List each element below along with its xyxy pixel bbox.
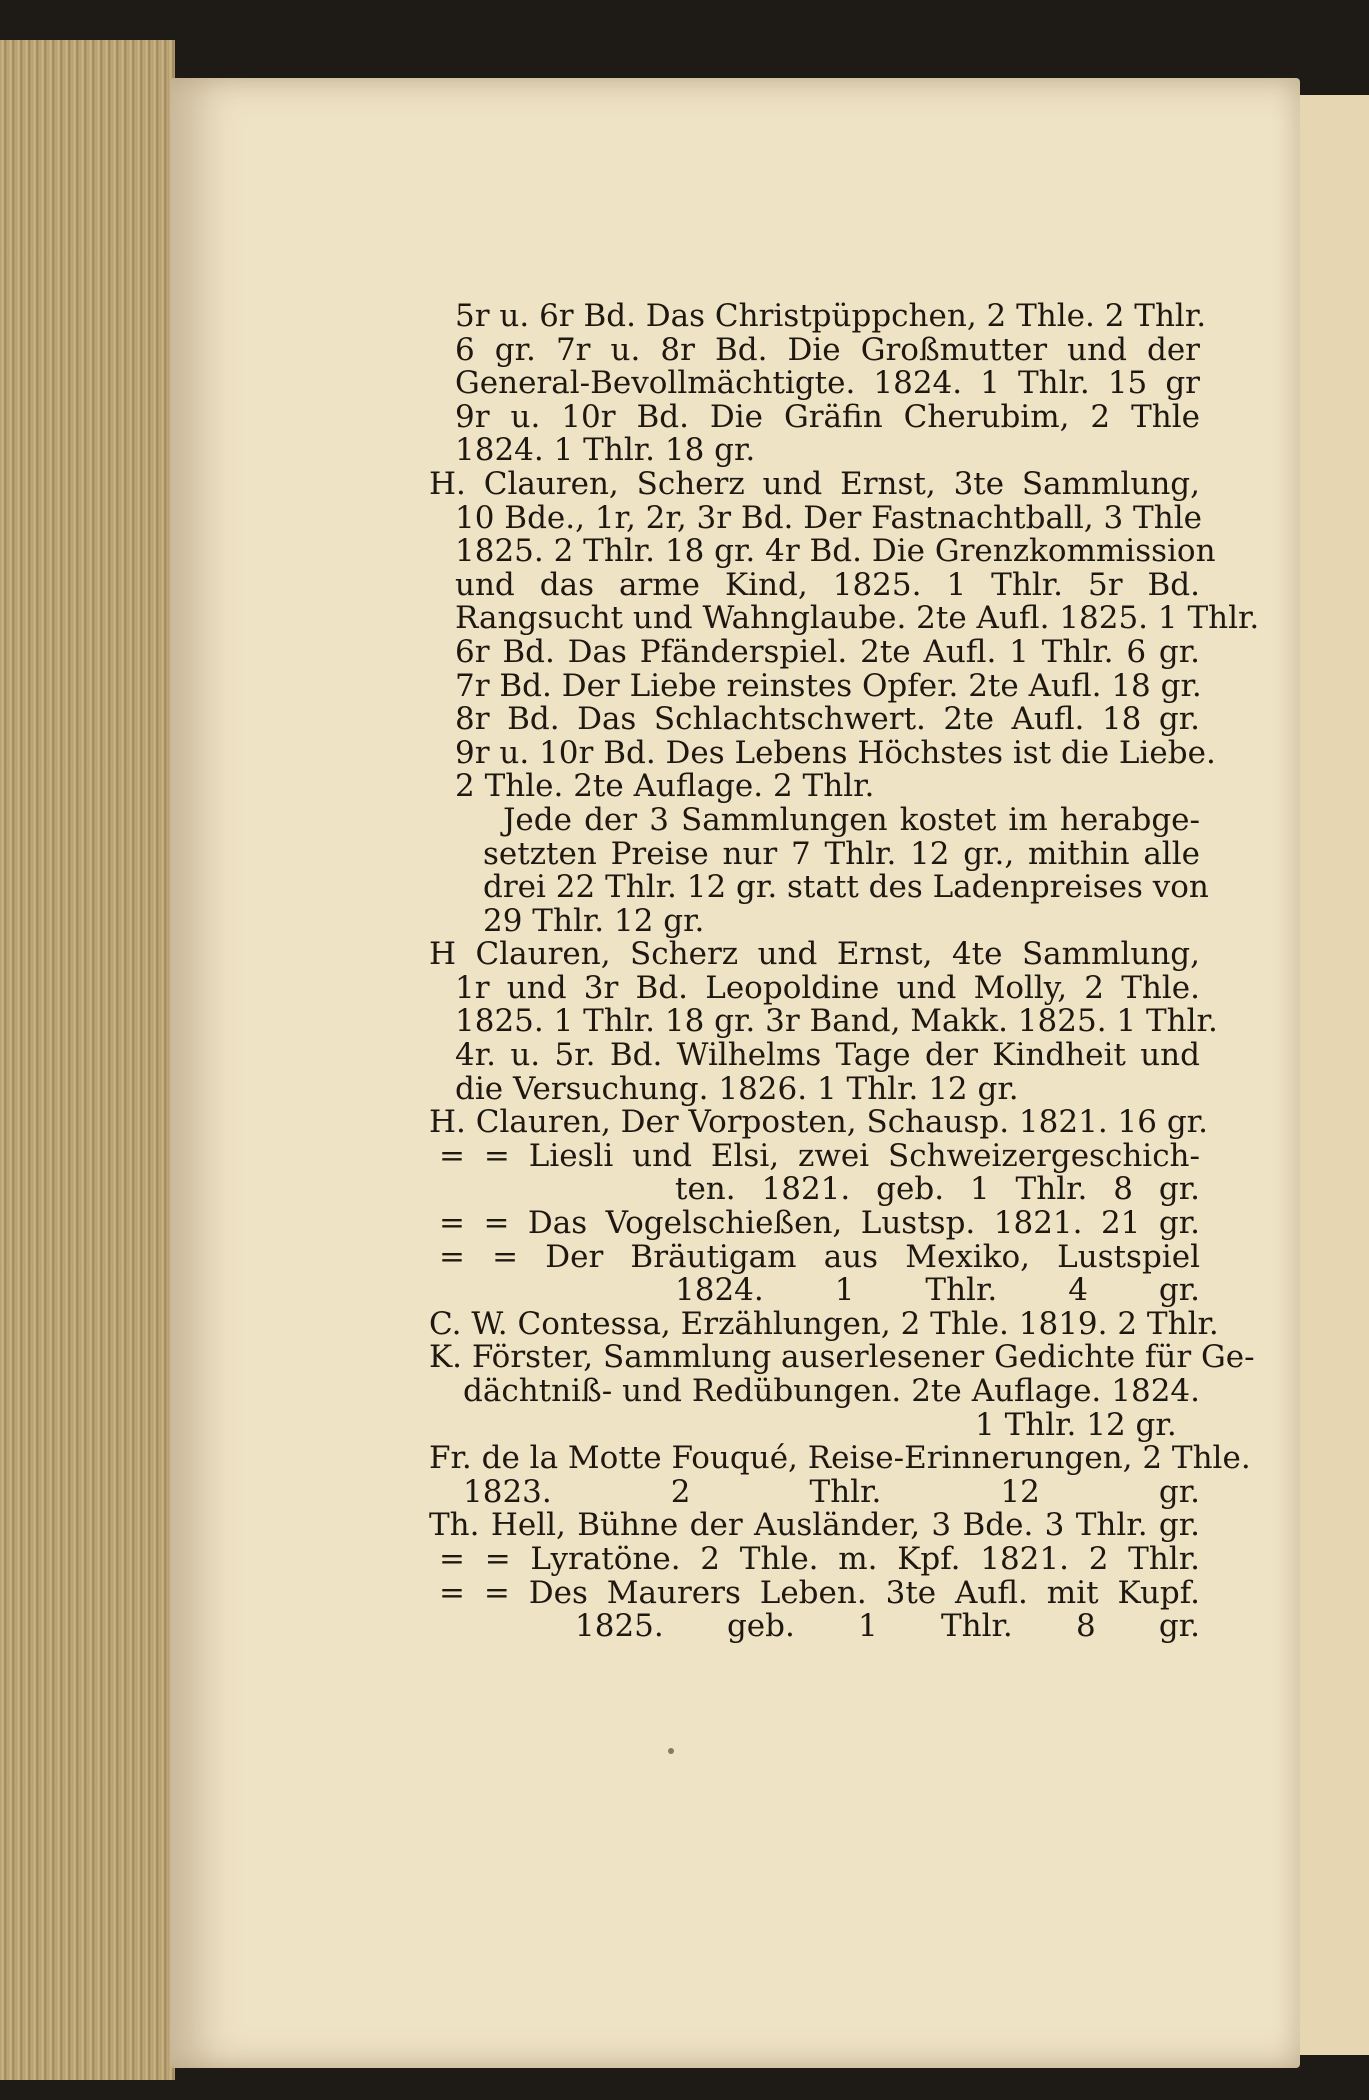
catalog-line: General-Bevollmächtigte. 1824. 1 Thlr. 15 gr: [455, 365, 1200, 402]
catalog-line: C. W. Contessa, Erzählungen, 2 Thle. 1819. 2 Thlr.: [429, 1305, 1219, 1342]
catalog-line: ten. 1821. geb. 1 Thlr. 8 gr.: [675, 1171, 1200, 1208]
catalog-line: H. Clauren, Der Vorposten, Schausp. 1821. 16 gr.: [429, 1104, 1208, 1141]
catalog-line: 6 gr. 7r u. 8r Bd. Die Großmutter und der: [455, 331, 1200, 368]
catalog-line: 10 Bde., 1r, 2r, 3r Bd. Der Fastnachtball, 3 Thle: [455, 499, 1202, 536]
catalog-line: = = Der Bräutigam aus Mexiko, Lustspiel: [439, 1238, 1200, 1275]
catalog-line: = = Lyratöne. 2 Thle. m. Kpf. 1821. 2 Thlr.: [439, 1540, 1200, 1577]
catalog-line: setzten Preise nur 7 Thlr. 12 gr., mithin alle: [483, 835, 1200, 872]
catalog-line: 8r Bd. Das Schlachtschwert. 2te Aufl. 18 gr.: [455, 701, 1200, 738]
catalog-line: 1825. 1 Thlr. 18 gr. 3r Band, Makk. 1825. 1 Thlr.: [455, 1003, 1218, 1040]
facing-page-edge: [1300, 95, 1369, 2055]
catalog-line: Th. Hell, Bühne der Ausländer, 3 Bde. 3 Thlr. gr.: [429, 1507, 1200, 1544]
catalog-line: = = Liesli und Elsi, zwei Schweizergeschich-: [439, 1137, 1200, 1174]
catalog-line: 1824. 1 Thlr. 4 gr.: [675, 1272, 1200, 1309]
catalog-line: 1825. 2 Thlr. 18 gr. 4r Bd. Die Grenzkommission: [455, 533, 1216, 570]
catalog-line: dächtniß- und Redübungen. 2te Auflage. 1824.: [463, 1373, 1200, 1409]
catalog-line: 29 Thlr. 12 gr.: [483, 902, 705, 939]
catalog-line: H Clauren, Scherz und Ernst, 4te Sammlung,: [429, 936, 1200, 973]
catalog-line: 1824. 1 Thlr. 18 gr.: [455, 432, 756, 469]
catalog-line: 6r Bd. Das Pfänderspiel. 2te Aufl. 1 Thlr. 6 gr.: [455, 633, 1200, 670]
catalog-line: 1823. 2 Thlr. 12 gr.: [463, 1473, 1200, 1510]
paper-speck: [668, 1748, 674, 1754]
catalog-line: 1825. geb. 1 Thlr. 8 gr.: [575, 1608, 1200, 1645]
book-page-edges: [0, 40, 175, 2080]
catalog-line: Jede der 3 Sammlungen kostet im herabge-: [503, 801, 1200, 838]
catalog-line: 1 Thlr. 12 gr.: [975, 1406, 1177, 1443]
catalog-line: = = Das Vogelschießen, Lustsp. 1821. 21 gr.: [439, 1205, 1200, 1242]
catalog-line: 7r Bd. Der Liebe reinstes Opfer. 2te Aufl. 18 gr.: [455, 667, 1202, 704]
catalog-line: 2 Thle. 2te Auflage. 2 Thlr.: [455, 768, 875, 805]
catalog-line: drei 22 Thlr. 12 gr. statt des Ladenpreises von: [483, 869, 1209, 906]
catalog-line: und das arme Kind, 1825. 1 Thlr. 5r Bd.: [455, 566, 1200, 603]
catalog-line: = = Des Maurers Leben. 3te Aufl. mit Kupf.: [439, 1574, 1200, 1611]
catalog-line: 5r u. 6r Bd. Das Christpüppchen, 2 Thle. 2 Thlr.: [455, 298, 1207, 334]
catalog-line: 4r. u. 5r. Bd. Wilhelms Tage der Kindheit und: [455, 1037, 1200, 1074]
catalog-line: 9r u. 10r Bd. Des Lebens Höchstes ist die Liebe.: [455, 734, 1216, 771]
catalog-line: K. Förster, Sammlung auserlesener Gedichte für Ge-: [429, 1339, 1255, 1376]
catalog-text: [429, 298, 1260, 1645]
catalog-line: Rangsucht und Wahnglaube. 2te Aufl. 1825. 1 Thlr.: [455, 600, 1260, 637]
catalog-line: die Versuchung. 1826. 1 Thlr. 12 gr.: [455, 1070, 1019, 1107]
catalog-line: 9r u. 10r Bd. Die Gräfin Cherubim, 2 Thle: [455, 398, 1200, 435]
catalog-line: H. Clauren, Scherz und Ernst, 3te Sammlung,: [429, 465, 1200, 502]
catalog-line: 1r und 3r Bd. Leopoldine und Molly, 2 Thle.: [455, 969, 1200, 1006]
catalog-line: Fr. de la Motte Fouqué, Reise-Erinnerungen, 2 Thle.: [429, 1440, 1251, 1477]
